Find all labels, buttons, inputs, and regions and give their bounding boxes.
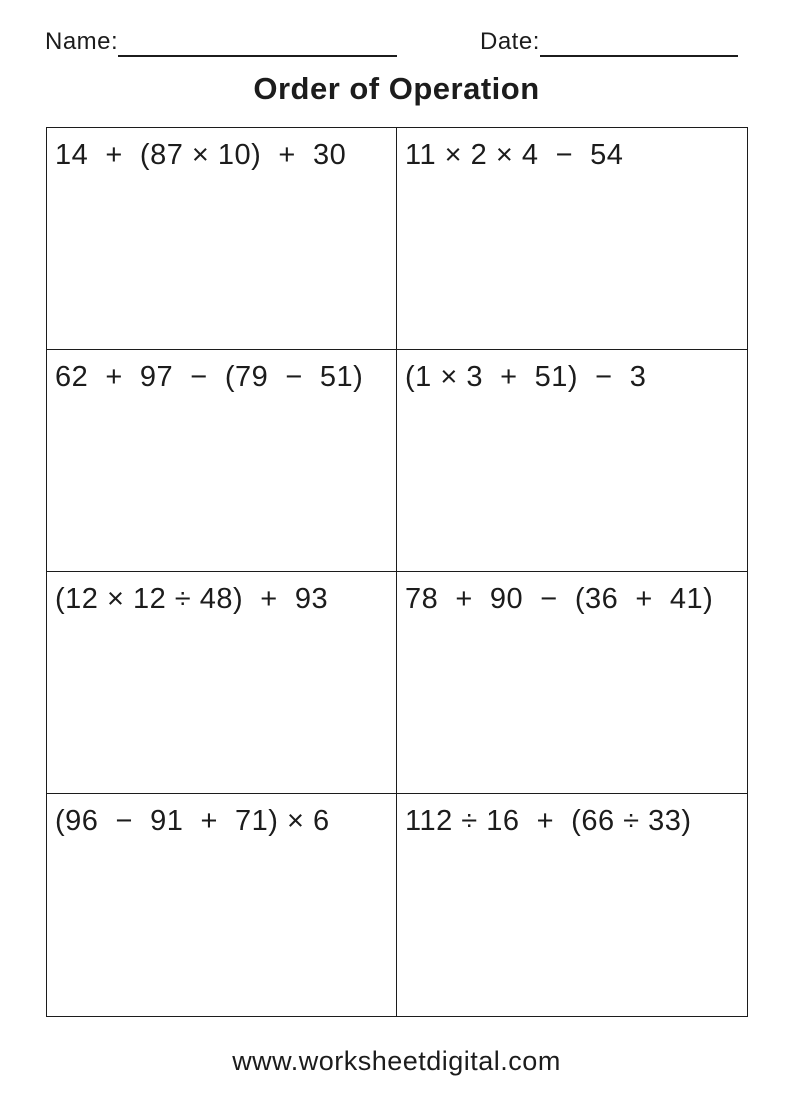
date-label: Date:	[480, 28, 540, 55]
problem-cell-6	[397, 572, 747, 794]
problem-expression-3: 62 + 97 − (79 − 51)	[55, 361, 364, 393]
footer	[0, 1046, 793, 1077]
problem-expression-4: (1 × 3 + 51) − 3	[405, 361, 647, 393]
website-url: www.worksheetdigital.com	[232, 1046, 561, 1076]
name-blank-line	[118, 29, 397, 57]
worksheet-title: Order of Operation	[253, 71, 540, 106]
date-blank-line	[540, 29, 738, 57]
problem-cell-3	[47, 350, 397, 572]
problem-expression-1: 14 + (87 × 10) + 30	[55, 139, 347, 171]
problem-expression-8: 112 ÷ 16 + (66 ÷ 33)	[405, 805, 692, 837]
header	[45, 28, 748, 57]
problem-expression-7: (96 − 91 + 71) × 6	[55, 805, 330, 837]
problem-expression-5: (12 × 12 ÷ 48) + 93	[55, 583, 329, 615]
problem-cell-2	[397, 128, 747, 350]
problems-grid	[46, 127, 748, 1017]
problem-expression-6: 78 + 90 − (36 + 41)	[405, 583, 714, 615]
problem-cell-5	[47, 572, 397, 794]
problem-expression-2: 11 × 2 × 4 − 54	[405, 139, 624, 171]
problem-cell-1	[47, 128, 397, 350]
date-field	[480, 28, 738, 57]
problem-cell-4	[397, 350, 747, 572]
problem-cell-7	[47, 794, 397, 1016]
problem-cell-8	[397, 794, 747, 1016]
name-field	[45, 28, 397, 57]
name-label: Name:	[45, 28, 119, 55]
